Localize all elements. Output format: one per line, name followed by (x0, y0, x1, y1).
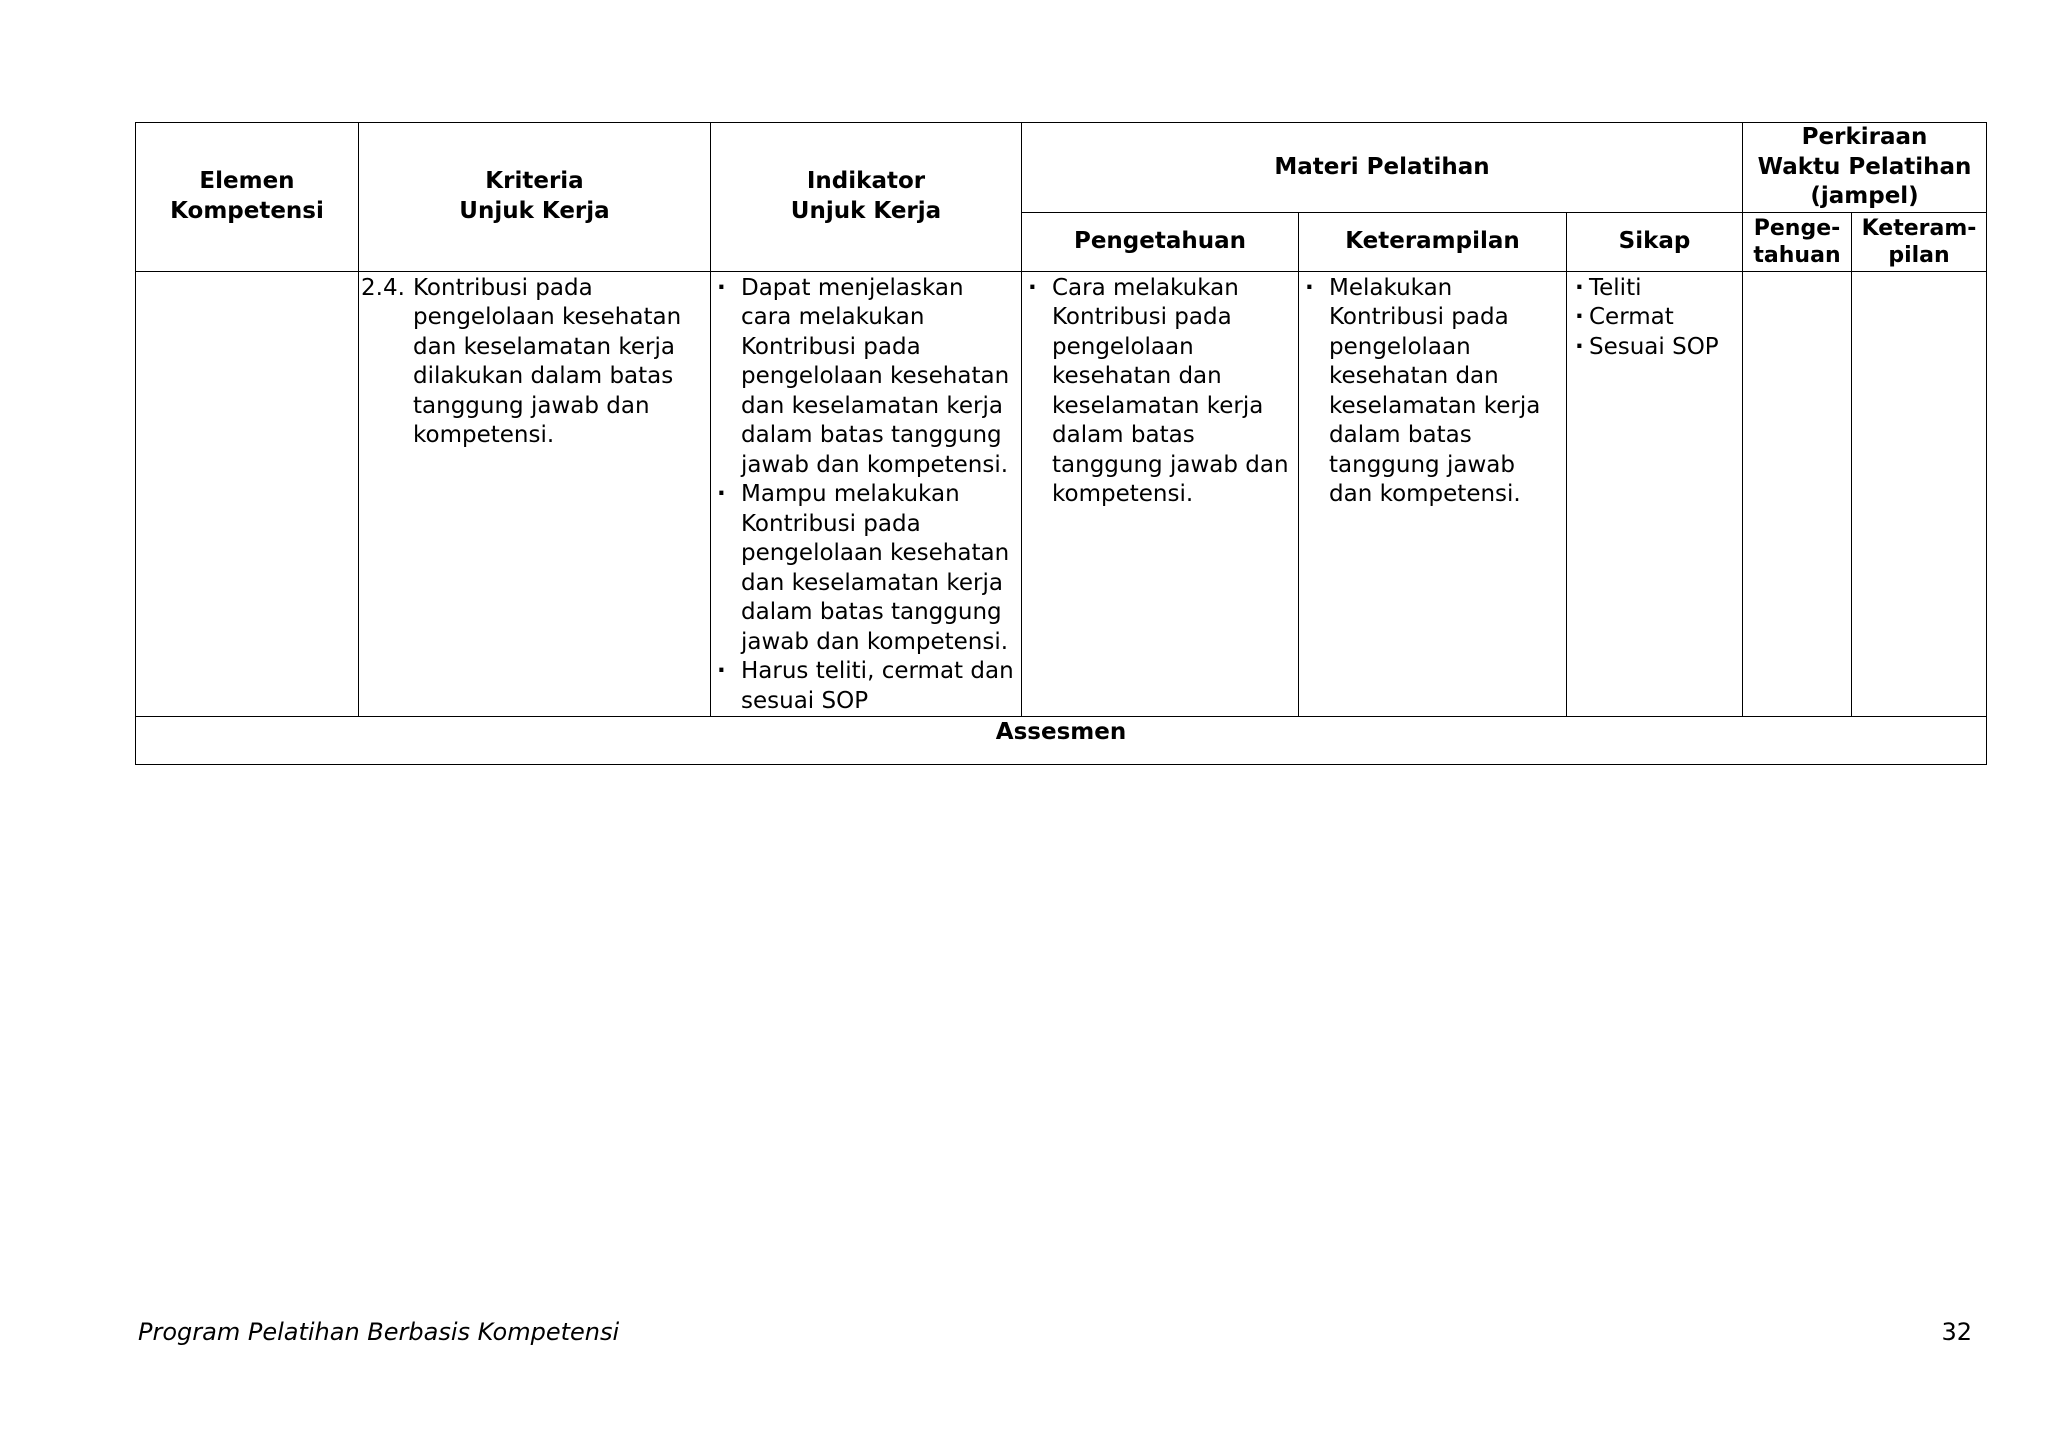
cell-elemen (136, 271, 359, 717)
header-waktu-keterampilan: Keteram- pilan (1852, 212, 1987, 271)
list-item: · Harus teliti, cermat dan sesuai SOP (711, 657, 1015, 716)
list-item: · Sesuai SOP (1575, 333, 1738, 363)
cell-sikap (1567, 271, 1743, 717)
kriteria-text: Kontribusi pada pengelolaan kesehatan dan keselamatan kerja dilakukan dalam batas tanggung jawab dan kompetensi. (413, 274, 682, 448)
list-item: · Melakukan Kontribusi pada pengelolaan kesehatan dan keselamatan kerja dalam batas tanggung jawab dan kompetensi. (1299, 274, 1558, 510)
list-item: · Dapat menjelaskan cara melakukan Kontribusi pada pengelolaan kesehatan dan keselamatan kerja dalam batas tanggung jawab dan kompetensi. (711, 274, 1015, 481)
cell-waktu-pengetahuan (1743, 271, 1852, 717)
header-pengetahuan: Pengetahuan (1022, 212, 1299, 271)
header-waktu-pengetahuan: Penge- tahuan (1743, 212, 1852, 271)
cell-keterampilan (1299, 271, 1567, 717)
cell-indikator (711, 271, 1022, 717)
page-number: 32 (1941, 1318, 1972, 1346)
header-perkiraan-waktu: Perkiraan Waktu Pelatihan (jampel) (1743, 123, 1987, 213)
header-kriteria-unjuk-kerja: Kriteria Unjuk Kerja (359, 123, 711, 272)
list-item: · Teliti (1575, 274, 1738, 304)
assesmen-row: Assesmen (136, 717, 1987, 765)
kriteria-number: 2.4. (361, 274, 405, 301)
competency-table (135, 122, 1987, 765)
header-keterampilan: Keterampilan (1299, 212, 1567, 271)
header-sikap: Sikap (1567, 212, 1743, 271)
cell-waktu-keterampilan (1852, 271, 1987, 717)
header-materi-pelatihan: Materi Pelatihan (1022, 123, 1743, 213)
header-indikator-unjuk-kerja: Indikator Unjuk Kerja (711, 123, 1022, 272)
list-item: · Cermat (1575, 303, 1738, 333)
list-item: · Mampu melakukan Kontribusi pada pengelolaan kesehatan dan keselamatan kerja dalam batas tanggung jawab dan kompetensi. (711, 480, 1015, 657)
footer-title: Program Pelatihan Berbasis Kompetensi (138, 1318, 620, 1346)
cell-kriteria (359, 271, 711, 717)
cell-pengetahuan (1022, 271, 1299, 717)
header-elemen-kompetensi: Elemen Kompetensi (136, 123, 359, 272)
table-row (136, 271, 1987, 717)
list-item: · Cara melakukan Kontribusi pada pengelolaan kesehatan dan keselamatan kerja dalam batas tanggung jawab dan kompetensi. (1022, 274, 1290, 510)
